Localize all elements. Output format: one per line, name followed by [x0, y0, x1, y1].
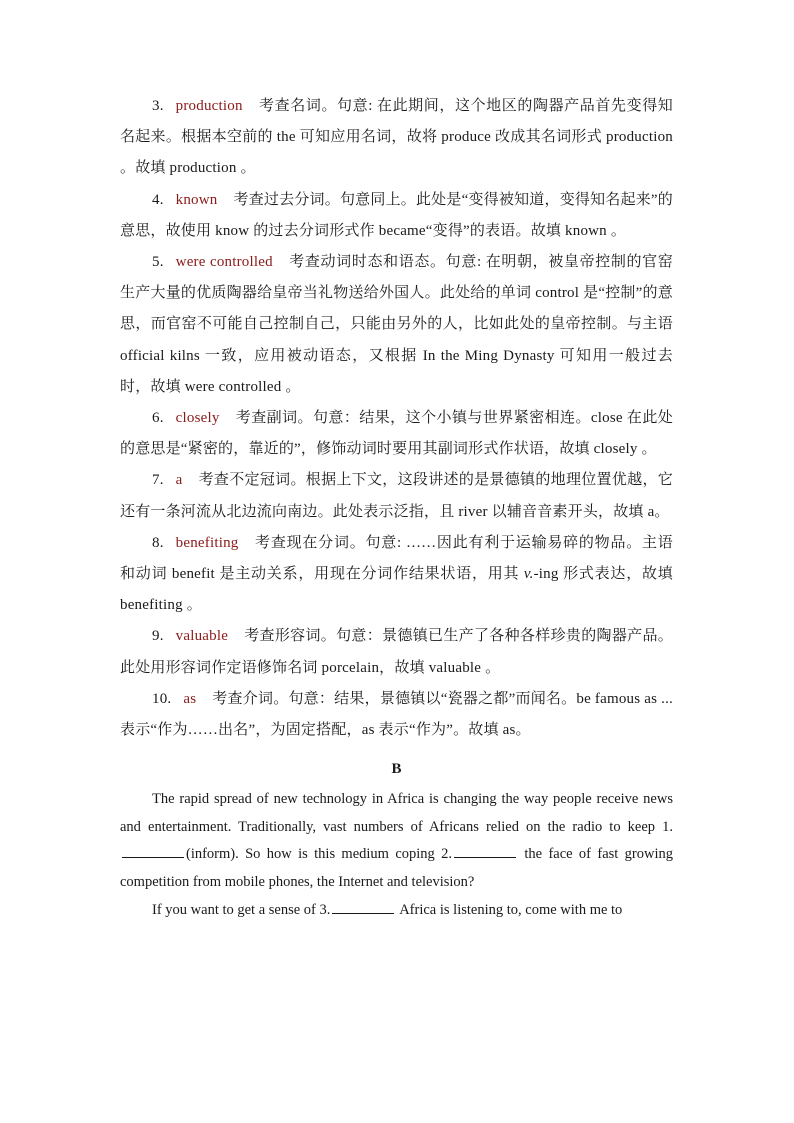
- answer-word: valuable: [175, 628, 229, 645]
- explanation-text: 考查现在分词。句意: ……因此有利于运输易碎的物品。主语和动词 benefit 是主动关系，用现在分词作结果状语，用其: [120, 534, 673, 583]
- explanation-item-9: 9. valuable 考查形容词。句意：景德镇已生产了各种各样珍贵的陶器产品。此处用形容词作定语修饰名词 porcelain，故填 valuable 。: [120, 628, 673, 676]
- blank-2[interactable]: [454, 843, 516, 858]
- explanation-item-7: 7. a 考查不定冠词。根据上下文，这段讲述的是景德镇的地理位置优越，它还有一条河流从北边流向南边。此处表示泛指，且 river 以辅音音素开头，故填 a。: [120, 472, 673, 520]
- answer-word: known: [175, 191, 218, 208]
- explanation-item-5: 5. were controlled 考查动词时态和语态。句意: 在明朝，被皇帝控制的官窑生产大量的优质陶器给皇帝当礼物送给外国人。此处给的单词 control 是“控制”的意思，而官窑不可能自己控制自己，只能由另外的人，比如此处的皇帝控制。与主语 official kilns 一致，应用被动语态，又根据 In the Ming Dynasty 可知用一般过去时，故填 were controlled 。: [120, 254, 673, 395]
- answer-word: benefiting: [175, 534, 239, 551]
- explanation-item-6: 6. closely 考查副词。句意：结果，这个小镇与世界紧密相连。close 在此处的意思是“紧密的，靠近的”，修饰动词时要用其副词形式作状语，故填 closely 。: [120, 410, 673, 458]
- blank-1[interactable]: [122, 843, 184, 858]
- explanation-text: 考查副词。句意：结果，这个小镇与世界紧密相连。close 在此处的意思是“紧密的，靠近的”，修饰动词时要用其副词形式作状语，故填 closely 。: [120, 410, 673, 458]
- answer-explanations: [120, 91, 673, 746]
- explanation-text: 考查不定冠词。根据上下文，这段讲述的是景德镇的地理位置优越，它还有一条河流从北边流向南边。此处表示泛指，且 river 以辅音音素开头，故填 a。: [120, 472, 673, 520]
- answer-word: a: [175, 472, 183, 489]
- section-title: B: [391, 761, 402, 778]
- answer-word: as: [183, 690, 197, 707]
- explanation-italic: v.: [523, 566, 534, 583]
- reading-passage: [120, 786, 673, 924]
- explanation-item-4: 4. known 考查过去分词。句意同上。此处是“变得被知道，变得知名起来”的意思，故使用 know 的过去分词形式作 became“变得”的表语。故填 known 。: [120, 191, 673, 239]
- explanation-text: 考查动词时态和语态。句意: 在明朝，被皇帝控制的官窑生产大量的优质陶器给皇帝当礼物送给外国人。此处给的单词 control 是“控制”的意思，而官窑不可能自己控制自己，只能由另外的人，比如此处的皇帝控制。与主语 official kilns 一致，应用被动语态，又根据 In the Ming Dynasty 可知用一般过去时，故填 were controlled 。: [120, 254, 673, 395]
- explanation-item-8: 8. benefiting 考查现在分词。句意: ……因此有利于运输易碎的物品。主语和动词 benefit 是主动关系，用现在分词作结果状语，用其 v.-ing 形式表达，故填 benefiting 。: [120, 534, 673, 614]
- explanation-text: -ing 形式表达，故填 benefiting 。: [120, 566, 673, 614]
- passage-paragraph-2: If you want to get a sense of 3. Africa is listening to, come with me to: [120, 897, 673, 925]
- document-page: [120, 91, 673, 924]
- explanation-text: 考查介词。句意：结果，景德镇以“瓷器之都”而闻名。be famous as ... 表示“作为……出名”，为固定搭配，as 表示“作为”。故填 as。: [120, 690, 673, 739]
- explanation-text: 考查形容词。句意：景德镇已生产了各种各样珍贵的陶器产品。此处用形容词作定语修饰名词 porcelain，故填 valuable 。: [120, 628, 673, 676]
- passage-paragraph-1: The rapid spread of new technology in Africa is changing the way people receive news and entertainment. Traditionally, vast numbers of Africans relied on the radio to keep 1.(inform). So how is this medium coping 2. the face of fast growing competition from mobile phones, the Internet and television?: [120, 791, 673, 891]
- explanation-item-10: 10. as 考查介词。句意：结果，景德镇以“瓷器之都”而闻名。be famous as ... 表示“作为……出名”，为固定搭配，as 表示“作为”。故填 as。: [120, 690, 673, 739]
- explanation-item-3: 3. production 考查名词。句意: 在此期间，这个地区的陶器产品首先变得知名起来。根据本空前的 the 可知应用名词，故将 produce 改成其名词形式 production 。故填 production 。: [120, 98, 673, 177]
- explanation-text: 考查名词。句意: 在此期间，这个地区的陶器产品首先变得知名起来。根据本空前的 the 可知应用名词，故将 produce 改成其名词形式 production 。故填 production 。: [120, 98, 673, 177]
- explanation-text: 考查过去分词。句意同上。此处是“变得被知道，变得知名起来”的意思，故使用 know 的过去分词形式作 became“变得”的表语。故填 known 。: [120, 191, 673, 239]
- answer-word: closely: [175, 410, 220, 427]
- answer-word: were controlled: [175, 254, 273, 271]
- blank-3[interactable]: [332, 899, 394, 914]
- answer-word: production: [175, 98, 243, 114]
